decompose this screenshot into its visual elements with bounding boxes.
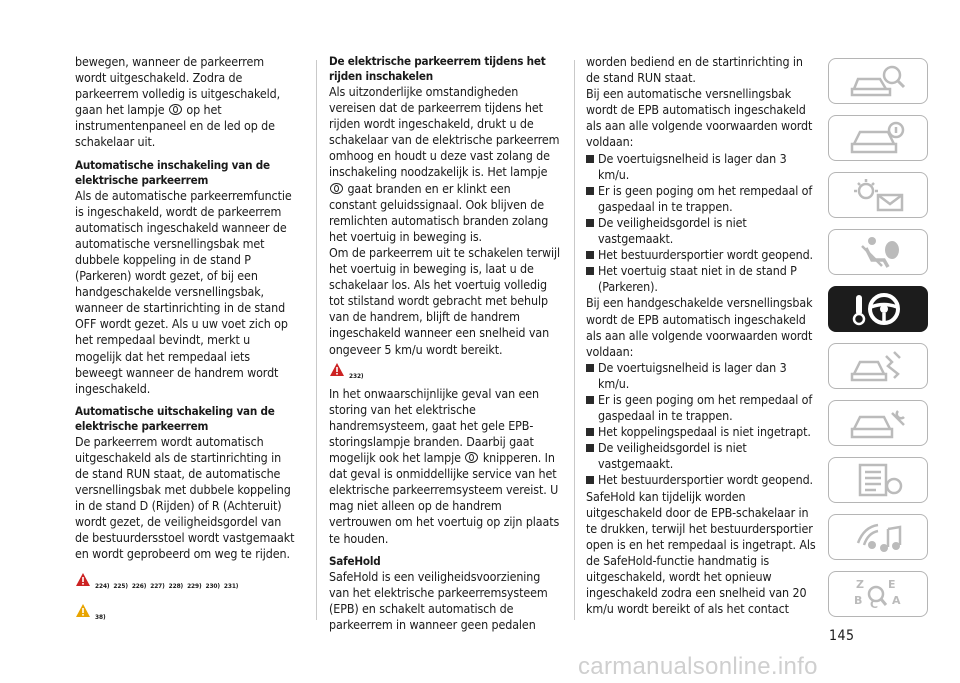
paragraph-text: Als uitzonderlijke omstandigheden vereisen dat de parkeerrem tijdens het rijden wordt ingeschakeld, drukt u de schakelaar van de elektrische parkeerrem omhoog en houdt u deze vast zolang de inschakeling noodzakelijk is. Het lampje	[329, 84, 560, 180]
car-service-icon	[848, 405, 908, 441]
warning-triangle-icon	[75, 572, 91, 587]
list-item: Het bestuurdersportier wordt geopend.	[586, 472, 816, 488]
section-heading: De elektrische parkeerrem tijdens het rijden inschakelen	[329, 54, 546, 83]
section-heading: Automatische inschakeling van de elektrische parkeerrem	[75, 157, 270, 187]
car-search-icon	[848, 63, 908, 99]
svg-text:C: C	[870, 598, 879, 611]
warning-reference	[329, 362, 561, 384]
paragraph: SafeHold is een veiligheidsvoorziening van het elektrische parkeerremsysteem (EPB) en schakelt automatisch de parkeerrem in wanneer geen pedalen	[329, 568, 548, 632]
key-steering-wheel-icon	[848, 291, 908, 327]
paragraph: Als de automatische parkeerremfunctie is ingeschakeld, wordt de parkeerrem automatisch ingeschakeld wanneer de automatische versnellingsbak met dubbele koppeling in de stand P (Parkeren) wordt gezet, of bij een handgeschakelde versnellingsbak, wanneer de startinrichting in de stand OFF wordt gezet. Als u uw voet zich op het rempedaal bevindt, merkt u mogelijk dat het rempedaal iets beweegt wanneer de handrem wordt ingeschakeld.	[75, 187, 292, 396]
section-heading: Automatische uitschakeling van de elektrische parkeerrem	[75, 403, 275, 433]
paragraph-text: op het instrumentenpaneel en de led op de schakelaar uit.	[75, 102, 275, 150]
multimedia-icon	[848, 519, 908, 555]
paragraph	[75, 54, 297, 151]
svg-text:E: E	[888, 578, 896, 591]
paragraph: Om de parkeerrem uit te schakelen terwijl het voertuig in beweging is, laat u de schakelaar los. Als het voertuig volledig tot stilstand wordt gebracht met behulp van de handrem, blijft de handrem ingeschakeld wanneer een snelheid van ongeveer 5 km/u wordt bereikt.	[329, 244, 561, 357]
paragraph: worden bediend en de startinrichting in de stand RUN staat.	[586, 54, 803, 86]
paragraph: De parkeerrem wordt automatisch uitgeschakeld als de startinrichting in de stand RUN staat, de automatische versnellingsbak met dubbele koppeling in de stand D (Rijden) of R (Achteruit) wordt gezet, de veiligheidsgordel van de bestuurdersstoel wordt vastgemaakt en wordt geprobeerd om weg te rijden.	[75, 433, 295, 562]
paragraph	[329, 386, 561, 547]
paragraph-text: In het onwaarschijnlijke geval van een storing van het elektrische handremsysteem, gaat het gele EPB-storingslampje branden. Daarbij gaat mogelijk ook het lampje	[329, 385, 539, 466]
caution-reference	[75, 603, 297, 625]
list-item: De veiligheidsgordel is niet vastgemaakt.	[586, 215, 816, 247]
parking-brake-lamp-icon	[330, 183, 343, 194]
text-column-1	[75, 54, 297, 625]
svg-text:A: A	[892, 594, 901, 607]
chapter-tab-multimedia[interactable]	[828, 514, 928, 560]
parking-brake-lamp-icon	[169, 104, 182, 115]
car-info-icon	[848, 120, 908, 156]
chapter-tab-warning-lights[interactable]	[828, 172, 928, 218]
warning-numbers[interactable]: 224) 225) 226) 227) 228) 229) 230) 231)	[95, 581, 239, 590]
parking-brake-lamp-icon	[465, 452, 478, 463]
list-item: Het voertuig staat niet in de stand P (Parkeren).	[586, 263, 816, 295]
paragraph: SafeHold kan tijdelijk worden uitgeschakeld door de EPB-schakelaar in te drukken, terwijl het bestuurdersportier open is en het rempedaal is ingetrapt. Als de SafeHold-functie handmatig is uitgeschakeld, wordt het opnieuw ingeschakeld zodra een snelheid van 20 km/u wordt bereikt of als het contact	[586, 488, 816, 617]
watermark: carmanualsonline.info	[578, 653, 818, 680]
paragraph: Bij een handgeschakelde versnellingsbak wordt de EPB automatisch ingeschakeld als aan alle volgende voorwaarden wordt voldaan:	[586, 295, 813, 359]
chapter-tab-car-search[interactable]	[828, 58, 928, 104]
index-icon	[848, 576, 908, 612]
list-item: De voertuigsnelheid is lager dan 3 km/u.	[586, 151, 816, 183]
paragraph-text: knipperen. In dat geval is onmiddellijke service van het elektrische parkeerremsysteem vereist. U mag niet alleen op de handrem vertrouwen om het voertuig op zijn plaats te houden.	[329, 450, 560, 546]
condition-list	[586, 360, 816, 489]
text-column-2	[329, 54, 561, 633]
paragraph-text: gaat branden en er klinkt een constant geluidssignaal. Ook blijven de remlichten automatisch branden zolang het voertuig in beweging is.	[329, 180, 549, 244]
page-number: 145	[829, 628, 855, 644]
warning-lights-icon	[848, 177, 908, 213]
chapter-tab-technical-data[interactable]	[828, 457, 928, 503]
warning-triangle-icon	[329, 362, 345, 377]
paragraph	[329, 84, 561, 245]
chapter-tab-service[interactable]	[828, 400, 928, 446]
chapter-tab-emergency[interactable]	[828, 343, 928, 389]
svg-text:Z: Z	[856, 578, 864, 591]
warning-numbers[interactable]: 232)	[349, 371, 364, 380]
list-item: De veiligheidsgordel is niet vastgemaakt.	[586, 440, 816, 472]
chapter-tab-car-info[interactable]	[828, 115, 928, 161]
column-divider	[574, 60, 575, 620]
airbag-seat-icon	[848, 234, 908, 270]
paragraph: Bij een automatische versnellingsbak wordt de EPB automatisch ingeschakeld als aan alle volgende voorwaarden wordt voldaan:	[586, 86, 813, 150]
warning-reference	[75, 572, 297, 594]
list-item: De voertuigsnelheid is lager dan 3 km/u.	[586, 360, 816, 392]
svg-text:B: B	[854, 594, 863, 607]
car-crash-icon	[848, 348, 908, 384]
condition-list	[586, 151, 816, 296]
list-item: Het bestuurdersportier wordt geopend.	[586, 247, 816, 263]
text-column-3	[586, 54, 816, 617]
list-item: Er is geen poging om het rempedaal of gaspedaal in te trappen.	[586, 392, 816, 424]
chapter-tab-index[interactable]	[828, 571, 928, 617]
list-item: Er is geen poging om het rempedaal of gaspedaal in te trappen.	[586, 183, 816, 215]
list-item: Het koppelingspedaal is niet ingetrapt.	[586, 424, 816, 440]
chapter-tab-starting-driving[interactable]	[828, 286, 928, 332]
chapter-tab-safety[interactable]	[828, 229, 928, 275]
section-heading: SafeHold	[329, 553, 381, 568]
technical-data-icon	[848, 462, 908, 498]
caution-triangle-icon	[75, 603, 91, 618]
caution-numbers[interactable]: 38)	[95, 612, 106, 621]
column-divider	[316, 60, 317, 620]
paragraph-text: bewegen, wanneer de parkeerrem wordt uitgeschakeld. Zodra de parkeerrem volledig is uitgeschakeld, gaan het lampje	[75, 54, 281, 118]
